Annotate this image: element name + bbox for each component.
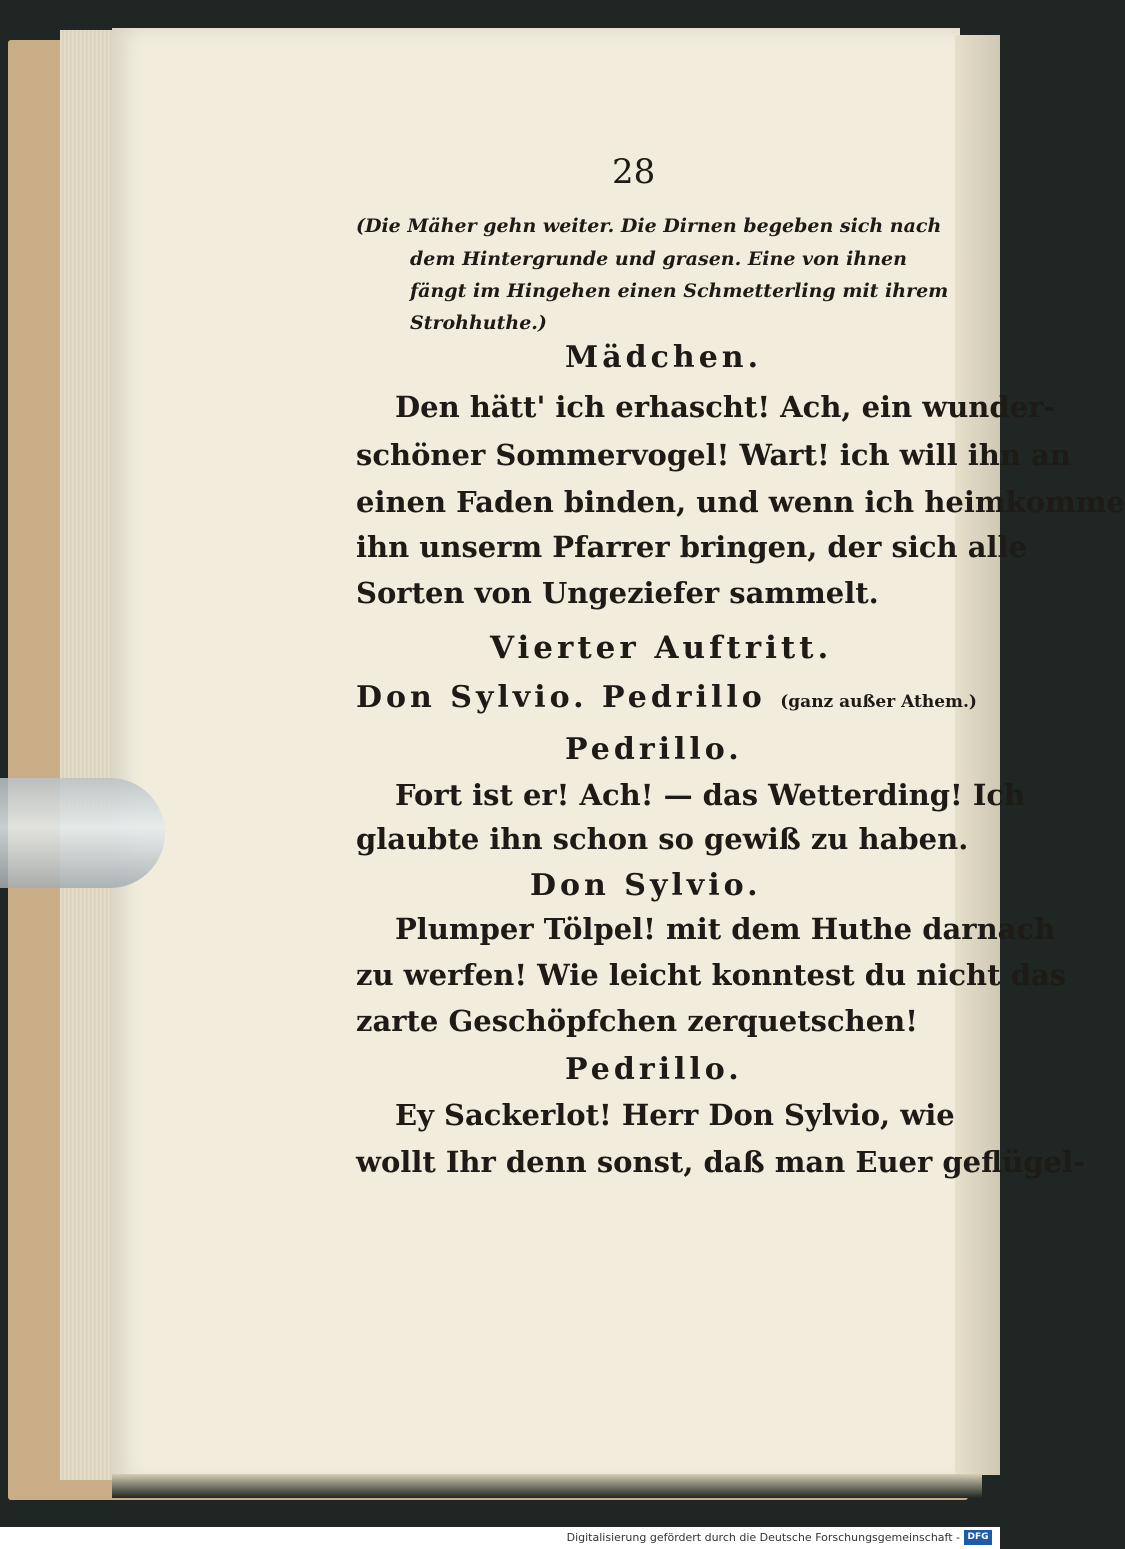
footer-bar <box>0 1527 1000 1549</box>
text-line: einen Faden binden, und wenn ich heimkomme <box>356 485 1125 519</box>
speaker-name: Pedrillo. <box>565 732 743 767</box>
text-line: Fort ist er! Ach! — das Wetterding! Ich <box>395 778 1026 812</box>
text-line: Den hätt' ich erhascht! Ach, ein wunder- <box>395 390 1056 424</box>
character-names: Don Sylvio. Pedrillo <box>356 680 766 715</box>
dfg-logo: DFG <box>964 1530 992 1545</box>
speaker-name: Pedrillo. <box>565 1052 743 1087</box>
text-line: glaubte ihn schon so gewiß zu haben. <box>356 822 969 856</box>
page-holder-clip <box>0 778 165 888</box>
character-list <box>356 680 977 715</box>
page-number: 28 <box>612 152 656 192</box>
text-line: Plumper Tölpel! mit dem Huthe darnach <box>395 912 1056 946</box>
stage-direction-line: dem Hintergrunde und grasen. Eine von ihnen <box>410 248 907 270</box>
stage-direction-line: (Die Mäher gehn weiter. Die Dirnen begeben sich nach <box>356 215 942 237</box>
text-line: Sorten von Ungeziefer sammelt. <box>356 576 879 610</box>
text-line: Ey Sackerlot! Herr Don Sylvio, wie <box>395 1098 955 1132</box>
stage-direction-line: fängt im Hingehen einen Schmetterling mit ihrem <box>410 280 949 302</box>
text-line: schöner Sommervogel! Wart! ich will ihn an <box>356 438 1071 472</box>
text-line: zu werfen! Wie leicht konntest du nicht das <box>356 958 1066 992</box>
speaker-name: Mädchen. <box>565 340 763 375</box>
speaker-name: Don Sylvio. <box>530 868 762 903</box>
text-line: zarte Geschöpfchen zerquetschen! <box>356 1004 918 1038</box>
stage-direction-line: Strohhuthe.) <box>410 312 547 334</box>
character-aside: (ganz außer Athem.) <box>780 692 977 712</box>
scene-heading: Vierter Auftritt. <box>490 630 833 666</box>
text-line: wollt Ihr denn sonst, daß man Euer geflügel- <box>356 1145 1086 1179</box>
footer-credit: Digitalisierung gefördert durch die Deutsche Forschungsgemeinschaft - <box>566 1531 960 1544</box>
text-line: ihn unserm Pfarrer bringen, der sich alle <box>356 530 1027 564</box>
